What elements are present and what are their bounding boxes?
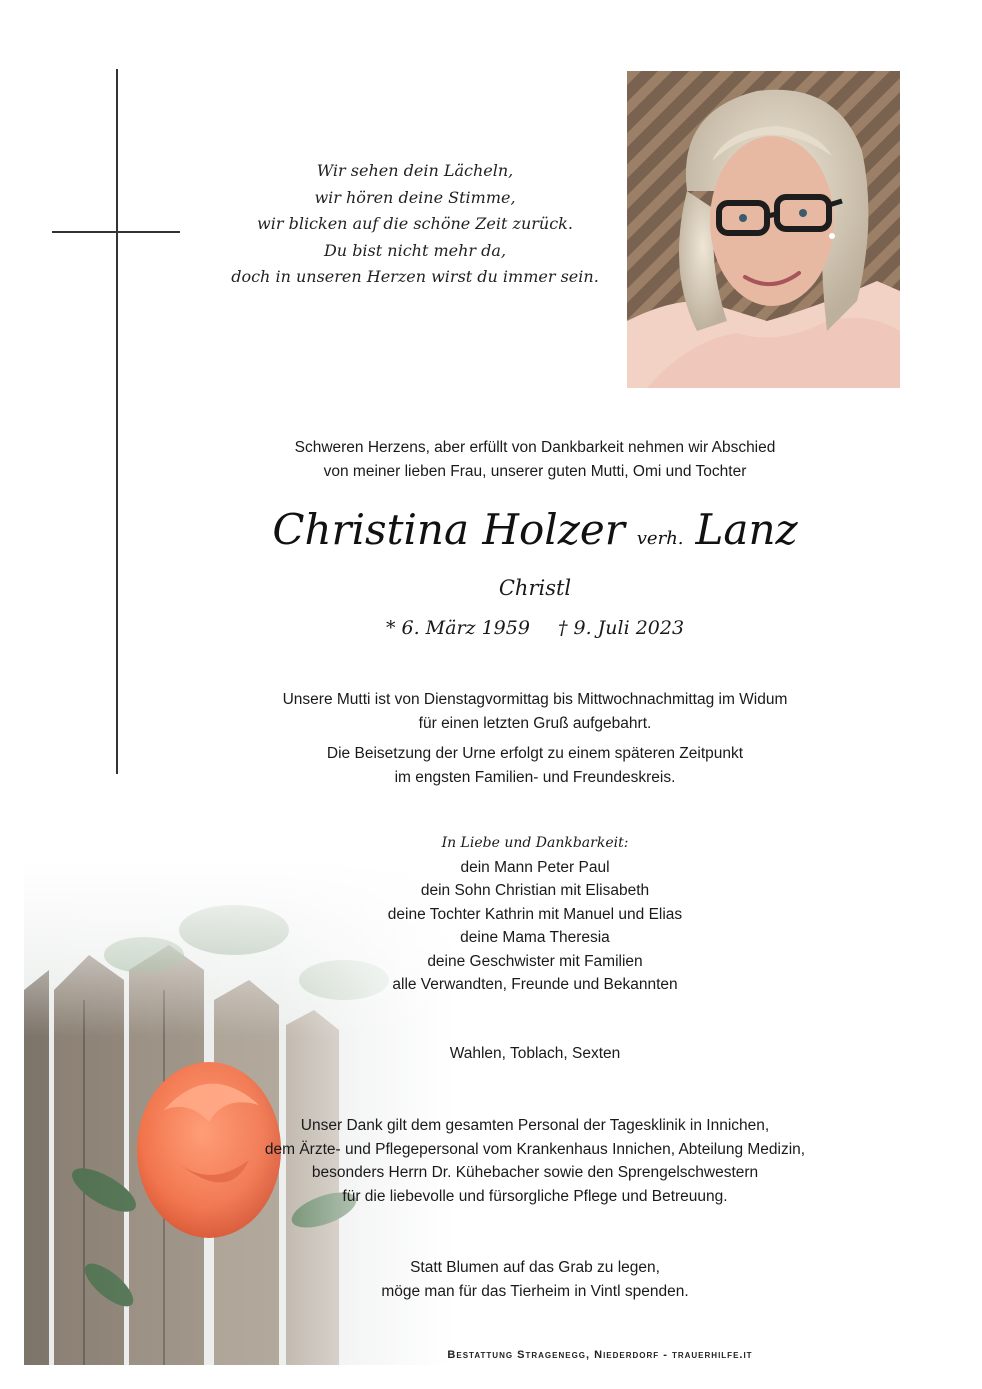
thanks-line: Unser Dank gilt dem gesamten Personal der Tagesklinik in Innichen, — [300, 1117, 770, 1134]
verse-line: wir hören deine Stimme, — [314, 187, 516, 207]
mourner: alle Verwandten, Freunde und Bekannten — [392, 976, 678, 993]
name-connector: verh. — [636, 528, 684, 549]
life-dates — [200, 617, 870, 639]
mourner: dein Mann Peter Paul — [460, 858, 610, 876]
mourner: deine Geschwister mit Familien — [427, 952, 643, 970]
mourners-list — [200, 832, 870, 997]
verse-line: wir blicken auf die schöne Zeit zurück. — [257, 214, 573, 233]
donation-line: Statt Blumen auf das Grab zu legen, — [410, 1259, 660, 1276]
mourner: deine Mama Theresia — [460, 929, 610, 946]
donation-line: möge man für das Tierheim in Vintl spenden. — [381, 1282, 689, 1300]
mourner: dein Sohn Christian mit Elisabeth — [420, 882, 650, 899]
viewing-line: für einen letzten Gruß aufgebahrt. — [418, 714, 652, 732]
name-last: Lanz — [695, 505, 798, 554]
places: Wahlen, Toblach, Sexten — [449, 1045, 621, 1062]
verse-line: Du bist nicht mehr da, — [323, 240, 507, 260]
verse-line: Wir sehen dein Lächeln, — [316, 161, 514, 180]
intro-text — [200, 436, 870, 484]
thanks-line: besonders Herrn Dr. Kühebacher sowie den Sprengelschwestern — [311, 1164, 759, 1181]
cross-vertical-bar — [116, 69, 118, 774]
viewing-line: Unsere Mutti ist von Dienstagvormittag bis Mittwochnachmittag im Widum — [282, 691, 788, 708]
intro-line: von meiner lieben Frau, unserer guten Mutti, Omi und Tochter — [323, 463, 747, 480]
thanks-line: für die liebevolle und fürsorgliche Pflege und Betreuung. — [342, 1187, 728, 1205]
thanks-line: dem Ärzte- und Pflegepersonal vom Krankenhaus Innichen, Abteilung Medizin, — [264, 1140, 806, 1158]
mourner: deine Tochter Kathrin mit Manuel und Elias — [387, 905, 683, 923]
burial-line: im engsten Familien- und Freundeskreis. — [394, 768, 676, 786]
death-date: † 9. Juli 2023 — [557, 617, 685, 639]
funeral-home-footer: Bestattung Stragenegg, Niederdorf - trauerhilfe.it — [447, 1349, 753, 1361]
memorial-verse — [210, 158, 620, 291]
viewing-notice — [200, 688, 870, 735]
deceased-name — [200, 500, 870, 569]
thanks-text — [200, 1114, 870, 1208]
donation-request — [200, 1256, 870, 1303]
burial-notice — [200, 742, 870, 789]
verse-line: doch in unseren Herzen wirst du immer sein. — [231, 267, 599, 286]
mourners-heading: In Liebe und Dankbarkeit: — [441, 835, 629, 851]
portrait-photo — [627, 71, 900, 388]
burial-line: Die Beisetzung der Urne erfolgt zu einem späteren Zeitpunkt — [326, 745, 744, 762]
name-first: Christina Holzer — [272, 505, 625, 554]
cross-horizontal-bar — [52, 231, 180, 233]
birth-date: * 6. März 1959 — [385, 617, 530, 639]
nickname: Christl — [498, 576, 572, 600]
intro-line: Schweren Herzens, aber erfüllt von Dankbarkeit nehmen wir Abschied — [294, 439, 776, 456]
